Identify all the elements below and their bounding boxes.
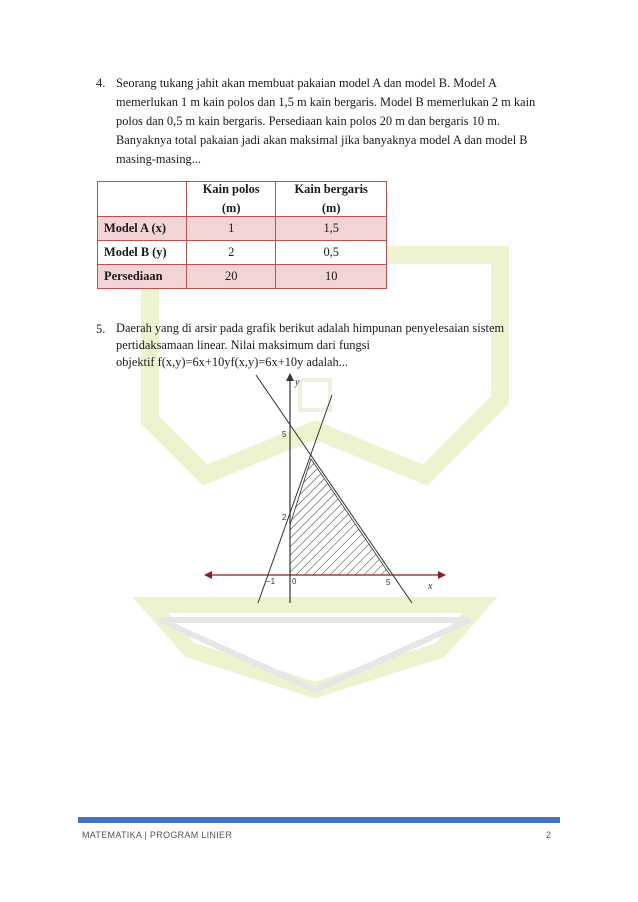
x-axis-arrow-right: [438, 571, 446, 579]
header-polos-label: Kain polos: [202, 182, 260, 196]
feasible-region-graph: [200, 365, 450, 605]
page-number: 2: [546, 830, 552, 840]
row-label: Model A (x): [98, 217, 187, 241]
row-label: Persediaan: [98, 265, 187, 289]
header-bergaris-label: Kain bergaris: [294, 182, 368, 196]
header-polos-unit: (m): [221, 201, 241, 215]
table-header-bergaris: [276, 182, 387, 217]
shaded-region: [290, 459, 390, 575]
question-4-line: memerlukan 1 m kain polos dan 1,5 m kain bergaris. Model B memerlukan 2 m kain: [116, 95, 536, 109]
question-5-number: 5.: [96, 322, 106, 336]
cell-bergaris: 0,5: [276, 241, 387, 265]
question-5-text: [116, 320, 536, 371]
label-x0: 0: [292, 577, 297, 586]
question-4-number: 4.: [96, 76, 106, 90]
cell-bergaris: 10: [276, 265, 387, 289]
table-row: [98, 217, 387, 241]
header-bergaris-unit: (m): [321, 201, 341, 215]
x-axis-label: x: [428, 581, 433, 592]
label-y2: 2: [282, 513, 287, 522]
cell-polos: 20: [187, 265, 276, 289]
cell-polos: 1: [187, 217, 276, 241]
question-4-text: [116, 74, 562, 169]
question-5-line: objektif f(x,y)=6x+10yf(x,y)=6x+10y adalah...: [116, 355, 348, 369]
question-5-line: Daerah yang di arsir pada grafik berikut adalah himpunan penyelesaian sistem: [116, 321, 505, 335]
y-axis-arrow: [286, 373, 294, 381]
x-axis-arrow-left: [204, 571, 212, 579]
question-4: [96, 74, 566, 174]
table-header-row: [98, 182, 387, 217]
question-4-line: Banyaknya total pakaian jadi akan maksimal jika banyaknya model A dan model B: [116, 133, 528, 147]
cell-polos: 2: [187, 241, 276, 265]
footer-bar: [78, 817, 560, 823]
question-4-line: masing-masing...: [116, 152, 202, 166]
fabric-stock-table: [97, 181, 387, 289]
y-axis-label: y: [295, 377, 300, 388]
footer-title: MATEMATIKA | PROGRAM LINIER: [82, 830, 233, 840]
question-4-line: polos dan 0,5 m kain bergaris. Persediaan kain polos 20 m dan bergaris 10 m.: [116, 114, 500, 128]
question-4-line: Seorang tukang jahit akan membuat pakaian model A dan model B. Model A: [116, 76, 497, 90]
label-xm1: −1: [266, 577, 276, 586]
table-header-polos: [187, 182, 276, 217]
label-x5: 5: [386, 578, 391, 587]
row-label: Model B (y): [98, 241, 187, 265]
cell-bergaris: 1,5: [276, 217, 387, 241]
table-row: [98, 241, 387, 265]
question-5-line: pertidaksamaan linear. Nilai maksimum dari fungsi: [116, 338, 370, 352]
table-corner-cell: [98, 182, 187, 217]
label-y5: 5: [282, 430, 287, 439]
table-row: [98, 265, 387, 289]
